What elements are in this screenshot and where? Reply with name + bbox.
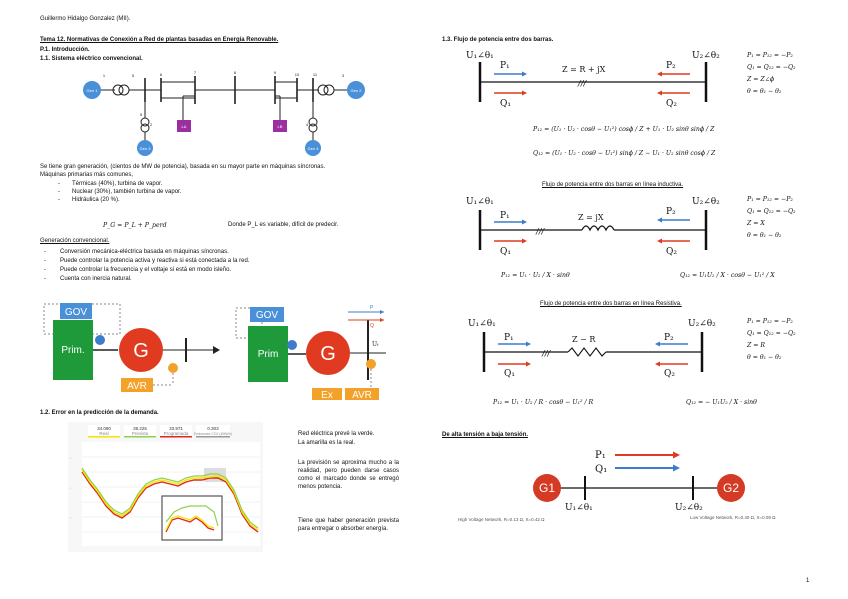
q-small-label: Q <box>370 323 374 329</box>
section-1-2: 1.2. Error en la predicción de la demanda. <box>40 410 159 416</box>
legend-color-programada <box>160 436 192 438</box>
gen-2-label: Gen 2 <box>350 88 362 93</box>
prediction-paragraph: La previsión se aproxima mucho a la realidad, pero pueden darse casos como el marcado donde se entregó menos potencia. <box>298 460 399 490</box>
topic-title: Tema 12. Normativas de Conexión a Red de plantas basadas en Energía Renovable. <box>40 37 279 43</box>
section-p1: P.1. Introducción. <box>40 47 90 53</box>
z-res-label: Z − R <box>572 335 596 344</box>
legend-color-real <box>88 436 120 438</box>
resistive-equations <box>747 318 796 361</box>
svg-text:▪: ▪ <box>70 456 72 460</box>
u2-ind-label: U₂∠θ₂ <box>692 197 720 207</box>
resistive-title: Flujo de potencia entre dos barras en línea Resistiva. <box>540 301 682 307</box>
p2-label: P₂ <box>666 61 676 71</box>
inductive-equations <box>747 196 796 239</box>
equation-line: P₁ = P₁₂ = −P₂ <box>747 318 793 325</box>
inductor-icon <box>582 226 614 230</box>
u2-res-label: U₂∠θ₂ <box>688 319 716 329</box>
general-equations <box>747 52 796 95</box>
list-item: - Nuclear (30%), también turbina de vapor. <box>58 188 181 196</box>
hv-q1-label: Q₁ <box>595 464 608 475</box>
ex-label: Ex <box>321 390 333 400</box>
bus-number: 7 <box>193 70 197 75</box>
list-item: - Conversión mecánica-eléctrica basada en máquinas síncronas. <box>40 248 249 257</box>
two-bus-inductive-diagram <box>460 190 730 258</box>
gen-4-label: Gen 4 <box>307 146 319 151</box>
bus-number: 4 <box>305 122 309 127</box>
q1-ind-label: Q₁ <box>500 247 511 257</box>
u1-ind-label: U₁∠θ₁ <box>466 197 494 207</box>
list-item: - Térmicas (40%), turbina de vapor. <box>58 180 181 188</box>
bus-number: 3 <box>341 73 345 78</box>
single-line-diagram <box>75 68 375 163</box>
two-bus-resistive-diagram <box>460 310 730 380</box>
resistor-icon <box>568 348 606 356</box>
bus-number: 11 <box>312 72 318 77</box>
legend-value-prevista: 35.226 <box>133 426 147 431</box>
legend-label-emisiones: Emisiones CO2 (t/MWh) <box>194 432 232 436</box>
bus-number: 5 <box>139 112 143 117</box>
legend-color-prevista <box>124 436 156 438</box>
generation-paragraph: Se tiene gran generación, (cientos de MW de potencia), basada en su mayor parte en máquinas síncronas. <box>40 164 326 170</box>
primary-machines-list <box>58 180 181 204</box>
g2-label: G <box>320 343 336 365</box>
q12-general-formula: Q₁₂ = (U₁ · U₂ · cosθ − U₁²) sinϕ / Z − U₁ · U₂ sinθ cosϕ / Z <box>533 150 716 157</box>
hv-lv-diagram <box>525 442 755 518</box>
conventional-list <box>40 248 249 284</box>
legend-value-programada: 33.971 <box>169 426 183 431</box>
u2-label: U₂∠θ₂ <box>692 51 720 61</box>
hv-u2-label: U₂∠θ₂ <box>675 503 703 513</box>
lv-note: Low Voltage Network, R=0.40 Ω, X=0.09 Ω <box>690 515 776 520</box>
list-item: - Puede controlar la frecuencia y el voltaje si está en modo isleño. <box>40 266 249 275</box>
bus-number: 8 <box>233 70 237 75</box>
p12-inductive-formula: P₁₂ = U₁ · U₂ / X · sinθ <box>501 272 570 279</box>
g2-label: G2 <box>722 481 740 495</box>
legend-value-real: 34.090 <box>97 426 111 431</box>
ut-label: Uₜ <box>372 341 379 348</box>
equation-line: Z = Z∠ϕ <box>747 76 775 83</box>
equation-line: Z = R <box>747 342 766 349</box>
equation-line: θ = θ₁ − θ₂ <box>747 88 782 95</box>
equation-line: Q₁ = Q₁₂ = −Q₂ <box>747 64 796 71</box>
prediction-text-2: La amarilla es la real. <box>298 440 356 446</box>
p2-res-label: P₂ <box>664 333 674 343</box>
page-number: 1 <box>806 578 810 584</box>
p1-res-label: P₁ <box>504 333 514 343</box>
q1-label: Q₁ <box>500 99 511 109</box>
p1-label: P₁ <box>500 61 510 71</box>
pg-note: Donde P_L es variable, difícil de predecir. <box>228 222 339 228</box>
author-header: Guillermo Hidalgo Gonzalez (MII). <box>40 16 131 22</box>
p1-ind-label: P₁ <box>500 211 510 221</box>
prim-label-2: Prim <box>257 349 279 360</box>
gov-label: GOV <box>64 307 88 318</box>
legend-label-real: Real <box>99 431 109 436</box>
avr-label: AVR <box>127 381 147 392</box>
u1-label: U₁∠θ₁ <box>466 51 494 61</box>
svg-text:▪: ▪ <box>70 486 72 490</box>
gen-1-label: Gen 1 <box>86 88 98 93</box>
section-1-3: 1.3. Flujo de potencia entre dos barras. <box>442 37 554 43</box>
bus-number: 9 <box>273 70 277 75</box>
equation-line: θ = θ₁ − θ₂ <box>747 232 782 239</box>
legend-label-programada: Programada <box>163 431 189 436</box>
legend-color-emisiones <box>196 436 230 438</box>
q12-resistive-formula: Q₁₂ = − U₁U₂ / X · sinθ <box>686 399 757 406</box>
list-item: - Puede controlar la potencia activa y reactiva si está conectada a la red. <box>40 257 249 266</box>
primary-machines-title: Máquinas primarias más comunes, <box>40 172 134 178</box>
demand-prediction-chart <box>68 422 263 552</box>
list-item: - Hidráulica (20 %). <box>58 196 181 204</box>
q2-label: Q₂ <box>666 99 677 109</box>
q2-res-label: Q₂ <box>664 369 675 379</box>
equation-line: Q₁ = Q₁₂ = −Q₂ <box>747 208 796 215</box>
q12-inductive-formula: Q₁₂ = U₁U₂ / X · cosθ − U₁² / X <box>680 272 775 279</box>
pg-formula: P_G = P_L + P_perd <box>103 222 167 229</box>
load-b-label: LB <box>277 124 283 129</box>
p2-ind-label: P₂ <box>666 207 676 217</box>
legend-label-prevista: Prevista <box>131 431 149 436</box>
section-1-1: 1.1. Sistema eléctrico convencional. <box>40 56 143 62</box>
generator-control-diagram <box>38 300 388 400</box>
bus-number: 1 <box>102 73 106 78</box>
conventional-title: Generación convencional. <box>40 238 110 244</box>
z-general-label: Z = R + jX <box>562 65 606 74</box>
list-item: - Cuenta con inercia natural. <box>40 275 249 284</box>
prediction-text-1: Red eléctrica prevé la verde. <box>298 431 375 437</box>
equation-line: Z = X <box>747 220 765 227</box>
p-small-label: P <box>370 305 374 311</box>
equation-line: θ = θ₁ − θ₂ <box>747 354 782 361</box>
svg-text:///: /// <box>542 349 551 358</box>
p12-general-formula: P₁₂ = (U₁ · U₂ · cosθ − U₁²) cosϕ / Z + U₁ · U₂ sinθ sinϕ / Z <box>533 126 715 133</box>
prim-label: Prim. <box>61 345 85 356</box>
q1-res-label: Q₁ <box>504 369 515 379</box>
svg-text:▪: ▪ <box>70 516 72 520</box>
p12-resistive-formula: P₁₂ = U₁ · U₂ / R · cosθ − U₁² / R <box>493 399 594 406</box>
prediction-paragraph-2: Tiene que haber generación prevista para entregar o absorber energía. <box>298 518 399 532</box>
q2-ind-label: Q₂ <box>666 247 677 257</box>
hv-note: High Voltage Network, R=0.13 Ω, X=0.42 Ω <box>458 517 545 522</box>
equation-line: Q₁ = Q₁₂ = −Q₂ <box>747 330 796 337</box>
two-bus-general-diagram <box>460 46 730 112</box>
g-label: G <box>133 340 149 362</box>
load-a-label: LA <box>181 124 187 129</box>
bus-number: 2 <box>149 122 153 127</box>
equation-line: P₁ = P₁₂ = −P₂ <box>747 52 793 59</box>
g1-label: G1 <box>538 481 556 495</box>
hv-p1-label: P₁ <box>595 450 606 461</box>
hv-u1-label: U₁∠θ₁ <box>565 503 593 513</box>
bus-number: 10 <box>294 72 300 77</box>
z-ind-label: Z = jX <box>578 213 604 222</box>
legend-value-emisiones: 0.303 <box>207 426 219 431</box>
equation-line: P₁ = P₁₂ = −P₂ <box>747 196 793 203</box>
u1-res-label: U₁∠θ₁ <box>468 319 496 329</box>
gen-3-label: Gen 3 <box>139 146 151 151</box>
svg-text:///: /// <box>536 227 545 236</box>
inductive-title: Flujo de potencia entre dos barras en línea inductiva. <box>542 182 684 188</box>
bus-number: 6 <box>159 72 163 77</box>
avr-label-2: AVR <box>352 390 372 400</box>
gov-label-2: GOV <box>255 310 279 321</box>
svg-text:///: /// <box>578 79 587 88</box>
hv-lv-title: De alta tensión a baja tensión. <box>442 432 529 438</box>
bus-number: 5 <box>131 73 135 78</box>
